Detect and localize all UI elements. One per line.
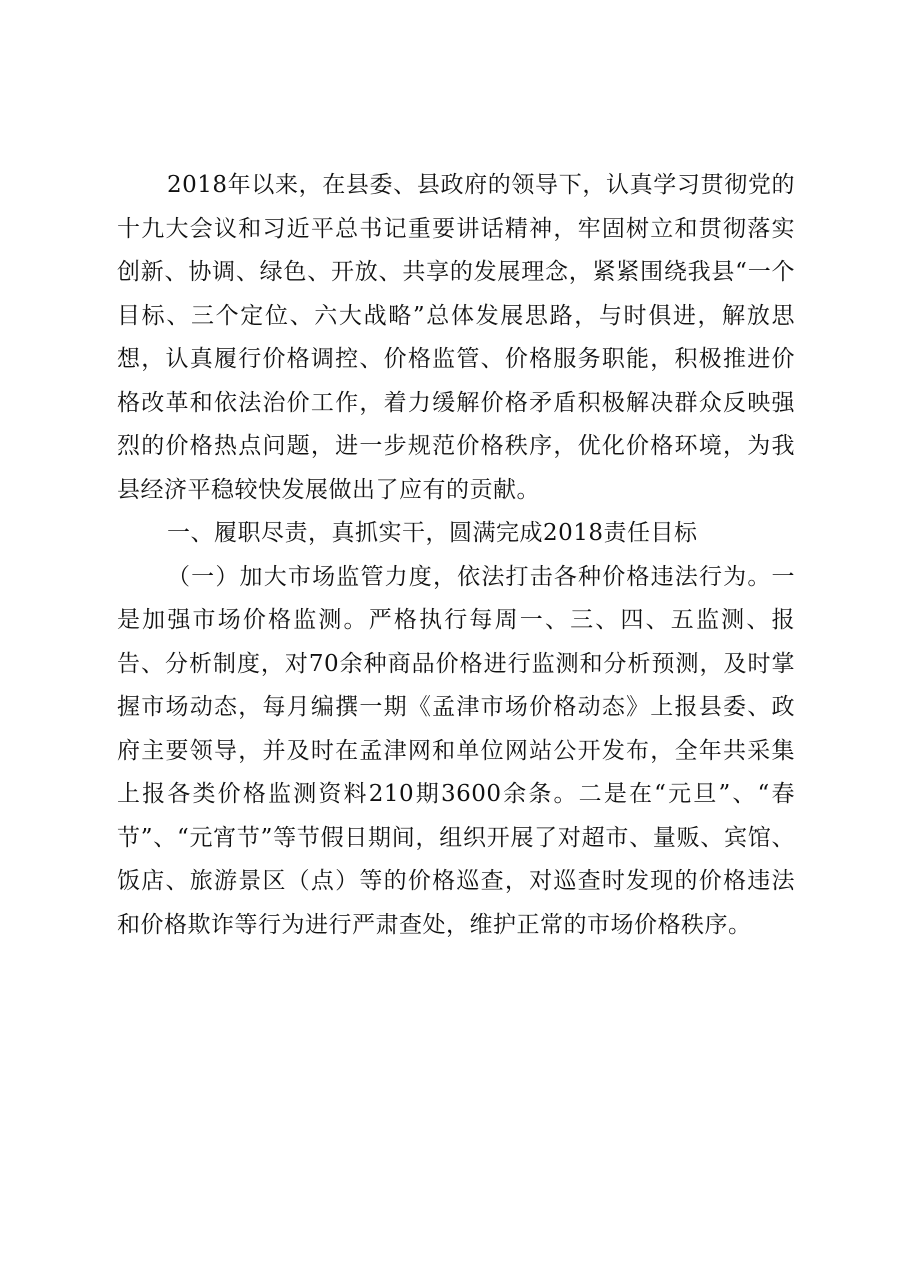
document-body [117, 164, 795, 947]
subsection-paragraph: （一）加大市场监管力度，依法打击各种价格违法行为。一是加强市场价格监测。严格执行每周一、三、四、五监测、报告、分析制度，对70余种商品价格进行监测和分析预测，及时掌握市场动态，每月编撰一期《孟津市场价格动态》上报县委、政府主要领导，并及时在孟津网和单位网站公开发布，全年共采集上报各类价格监测资料210期3600余条。二是在“元旦”、“春节”、“元宵节”等节假日期间，组织开展了对超市、量贩、宾馆、饭店、旅游景区（点）等的价格巡查，对巡查时发现的价格违法和价格欺诈等行为进行严肃查处，维护正常的市场价格秩序。 [117, 563, 795, 938]
section-heading: 一、履职尽责，真抓实干，圆满完成2018责任目标 [167, 520, 698, 546]
intro-paragraph: 2018年以来，在县委、县政府的领导下，认真学习贯彻党的十九大会议和习近平总书记重要讲话精神，牢固树立和贯彻落实创新、协调、绿色、开放、共享的发展理念，紧紧围绕我县“一个目标、三个定位、六大战略”总体发展思路，与时俱进，解放思想，认真履行价格调控、价格监管、价格服务职能，积极推进价格改革和依法治价工作，着力缓解价格矛盾积极解决群众反映强烈的价格热点问题，进一步规范价格秩序，优化价格环境，为我县经济平稳较快发展做出了应有的贡献。 [117, 172, 795, 503]
